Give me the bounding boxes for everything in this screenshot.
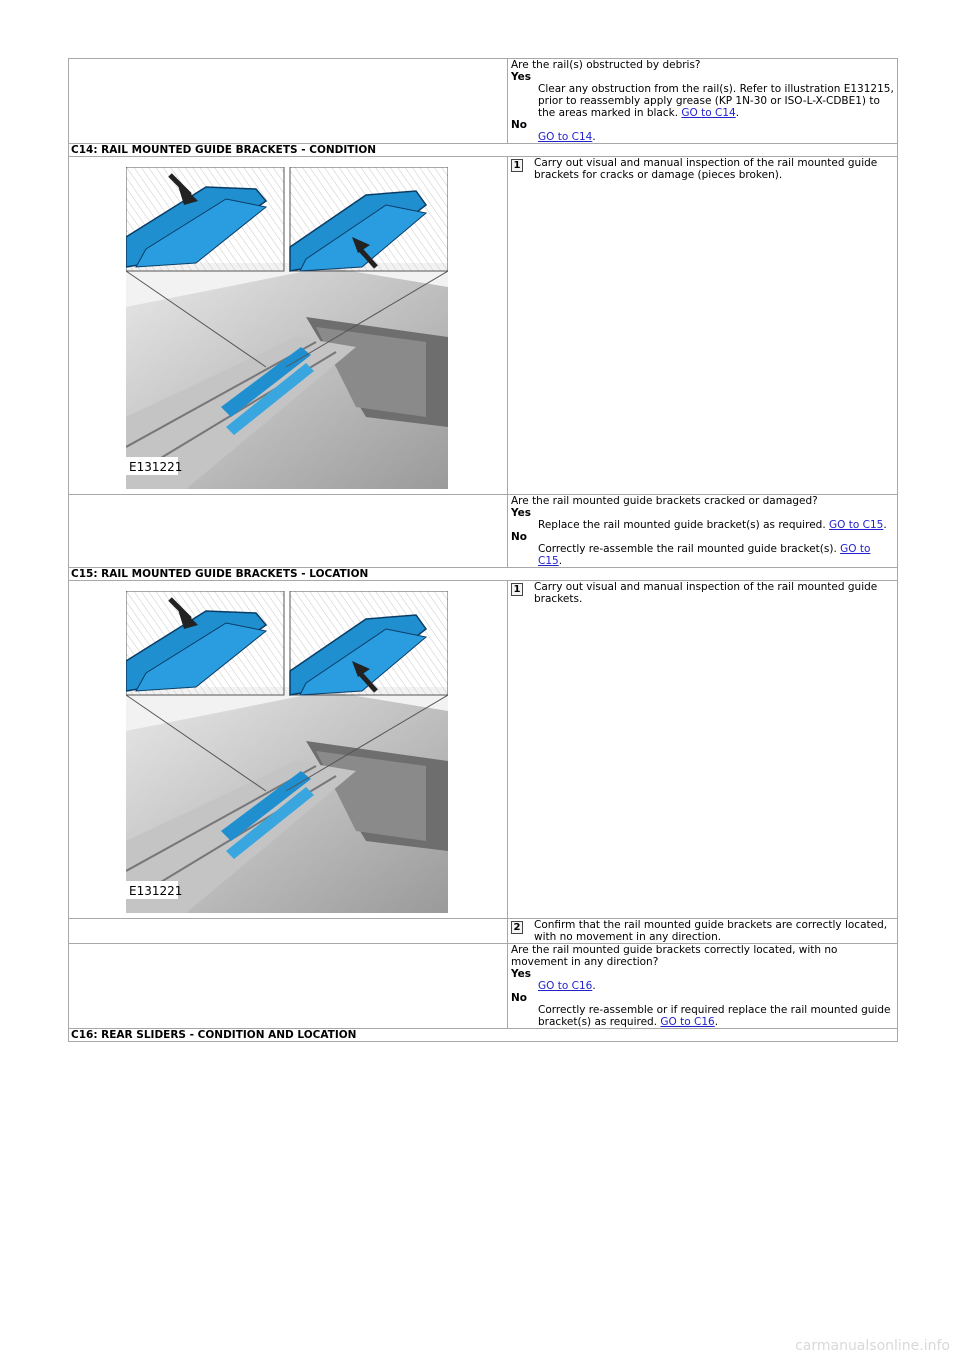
go-to-c16-link[interactable]: GO to C16 — [538, 980, 593, 992]
yes-answer: GO to C16. — [538, 980, 596, 992]
section-heading-c16: C16: REAR SLIDERS - CONDITION AND LOCATION — [69, 1029, 898, 1042]
figure-label: E131221 — [129, 460, 183, 474]
yes-label: Yes — [511, 507, 532, 519]
blank-cell — [69, 919, 508, 944]
yes-label: Yes — [511, 968, 532, 980]
figure-label-2: E131221 — [129, 884, 183, 898]
step-cell-c15-1 — [508, 581, 898, 919]
step-number: 1 — [511, 583, 523, 596]
go-to-c16-link-2[interactable]: GO to C16 — [660, 1016, 715, 1028]
question-cell-c15 — [508, 944, 898, 1029]
no-answer: Correctly re-assemble the rail mounted guide bracket(s). GO to C15. — [538, 543, 871, 567]
question-cell-c14 — [508, 495, 898, 568]
figure-cell-c15 — [69, 581, 508, 919]
figure-cell-c14 — [69, 157, 508, 495]
question-text: Are the rail(s) obstructed by debris? — [511, 59, 701, 71]
step-text: Confirm that the rail mounted guide brackets are correctly located, with no movement in any direction. — [534, 919, 888, 943]
blank-cell — [69, 59, 508, 144]
no-label: No — [511, 119, 528, 131]
go-to-c14-link-2[interactable]: GO to C14 — [538, 131, 593, 143]
figure-e131221 — [126, 167, 448, 489]
question-cell-debris — [508, 59, 898, 144]
step-text: Carry out visual and manual inspection of the rail mounted guide brackets for cracks or damage (pieces broken). — [534, 157, 878, 181]
go-to-c14-link[interactable]: GO to C14 — [681, 107, 736, 119]
no-answer: Correctly re-assemble or if required replace the rail mounted guide bracket(s) as required. GO to C16. — [538, 1004, 891, 1028]
blank-cell — [69, 495, 508, 568]
yes-answer: Clear any obstruction from the rail(s). Refer to illustration E131215, prior to reassembly apply grease (KP 1N-30 or ISO-L-X-CDBE1) to the areas marked in black. GO to C14. — [538, 83, 894, 119]
question-text: Are the rail mounted guide brackets cracked or damaged? — [511, 495, 818, 507]
no-answer: GO to C14. — [538, 131, 596, 143]
section-heading-c14: C14: RAIL MOUNTED GUIDE BRACKETS - CONDITION — [69, 144, 898, 157]
step-cell-c15-2 — [508, 919, 898, 944]
yes-answer: Replace the rail mounted guide bracket(s) as required. GO to C15. — [538, 519, 887, 531]
go-to-c15-link[interactable]: GO to C15 — [829, 519, 884, 531]
no-label: No — [511, 992, 528, 1004]
blank-cell — [69, 944, 508, 1029]
step-text: Carry out visual and manual inspection of the rail mounted guide brackets. — [534, 581, 878, 605]
figure-e131221-2 — [126, 591, 448, 913]
question-text: Are the rail mounted guide brackets correctly located, with no movement in any direction? — [511, 944, 838, 968]
procedure-table — [68, 58, 898, 1042]
section-heading-c15: C15: RAIL MOUNTED GUIDE BRACKETS - LOCATION — [69, 568, 898, 581]
step-number: 1 — [511, 159, 523, 172]
yes-label: Yes — [511, 71, 532, 83]
go-to-c15-link-2[interactable]: GO to C15 — [538, 543, 871, 567]
watermark: carmanualsonline.info — [795, 1338, 950, 1354]
no-label: No — [511, 531, 528, 543]
step-number: 2 — [511, 921, 523, 934]
step-cell-c14-1 — [508, 157, 898, 495]
